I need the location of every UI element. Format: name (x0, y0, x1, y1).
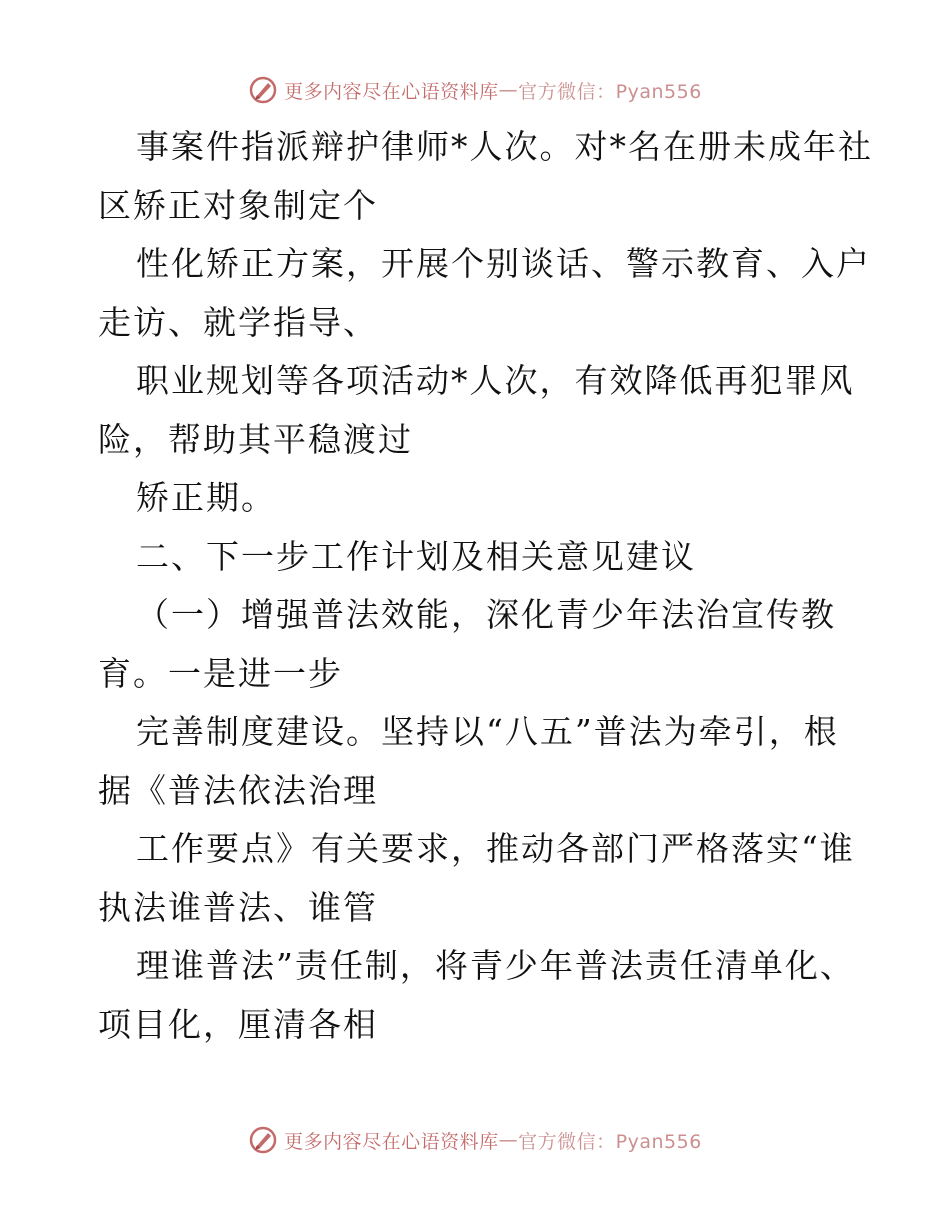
watermark-wechat-text: 官方微信：Pyan556 (518, 80, 702, 103)
text-line: 项目化，厘清各相 (98, 1004, 378, 1044)
text-line: 据《普法依法治理 (98, 770, 378, 810)
pen-logo-icon (248, 75, 278, 105)
text-line: 育。一是进一步 (98, 653, 343, 693)
text-line: 完善制度建设。坚持以“八五”普法为牵引，根 (136, 712, 839, 751)
watermark-brand-text: 更多内容尽在心语资料库 (284, 80, 499, 103)
text-line: （一）增强普法效能，深化青少年法治宣传教 (136, 595, 836, 634)
watermark-dash: — (498, 79, 519, 101)
watermark-dash: — (498, 1129, 519, 1151)
pen-logo-icon (248, 1125, 278, 1155)
text-line: 工作要点》有关要求，推动各部门严格落实“谁 (136, 829, 855, 868)
text-line: 区矫正对象制定个 (98, 185, 378, 225)
text-line: 执法谁普法、谁管 (98, 887, 378, 927)
text-line: 职业规划等各项活动*人次，有效降低再犯罪风 (136, 361, 855, 400)
watermark-brand-text: 更多内容尽在心语资料库 (284, 1130, 499, 1153)
section-heading: 二、下一步工作计划及相关意见建议 (136, 536, 696, 576)
text-line: 走访、就学指导、 (98, 302, 378, 342)
text-line: 险，帮助其平稳渡过 (98, 419, 413, 459)
document-body (98, 118, 873, 1054)
footer-watermark-banner (0, 1120, 950, 1160)
text-line: 矫正期。 (136, 478, 276, 517)
text-line: 事案件指派辩护律师*人次。对*名在册未成年社 (136, 127, 873, 166)
text-line: 性化矫正方案，开展个别谈话、警示教育、入户 (136, 244, 871, 283)
header-watermark-banner (0, 70, 950, 110)
watermark-wechat-text: 官方微信：Pyan556 (518, 1130, 702, 1153)
text-line: 理谁普法”责任制，将青少年普法责任清单化、 (136, 946, 855, 985)
